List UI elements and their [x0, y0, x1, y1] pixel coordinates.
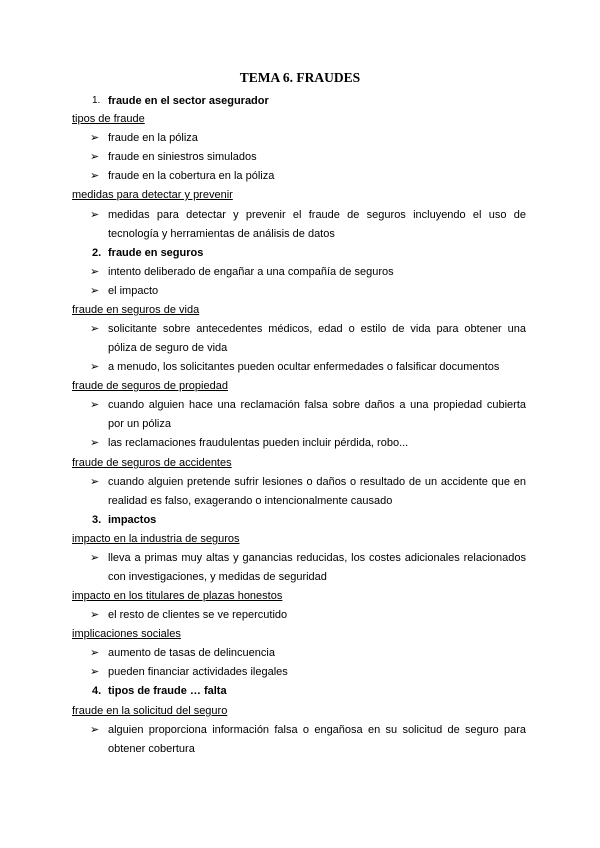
- arrow-bullet-icon: ➢: [90, 170, 100, 182]
- section-heading: impactos: [108, 514, 157, 526]
- subsection-heading: fraude en seguros de vida: [72, 304, 200, 316]
- arrow-bullet-icon: ➢: [90, 437, 100, 449]
- arrow-bullet-icon: ➢: [90, 209, 100, 221]
- bullet-text: fraude en la cobertura en la póliza: [108, 170, 275, 182]
- arrow-bullet-icon: ➢: [90, 323, 100, 335]
- bullet-text-continuation: tecnología y herramientas de análisis de datos: [108, 228, 335, 240]
- bullet-text: alguien proporciona información falsa o engañosa en su solicitud de seguro para: [108, 724, 526, 736]
- bullet-text: el impacto: [108, 285, 159, 297]
- bullet-text: pueden financiar actividades ilegales: [108, 666, 288, 678]
- subsection-heading: tipos de fraude: [72, 113, 145, 125]
- arrow-bullet-icon: ➢: [90, 399, 100, 411]
- section-heading: fraude en seguros: [108, 247, 204, 259]
- bullet-text-continuation: por un póliza: [108, 418, 171, 430]
- section-number: 1.: [92, 95, 101, 106]
- bullet-text: intento deliberado de engañar a una compañía de seguros: [108, 266, 394, 278]
- bullet-text: el resto de clientes se ve repercutido: [108, 609, 288, 621]
- subsection-heading: implicaciones sociales: [72, 628, 181, 640]
- bullet-text-continuation: con investigaciones, y medidas de seguridad: [108, 571, 327, 583]
- bullet-text: medidas para detectar y prevenir el fraude de seguros incluyendo el uso de: [108, 209, 526, 221]
- bullet-text: fraude en la póliza: [108, 132, 198, 144]
- arrow-bullet-icon: ➢: [90, 647, 100, 659]
- section-number: 4.: [92, 685, 102, 697]
- subsection-heading: impacto en los titulares de plazas honestos: [72, 590, 283, 602]
- subsection-heading: fraude de seguros de propiedad: [72, 380, 228, 392]
- subsection-heading: fraude de seguros de accidentes: [72, 457, 232, 469]
- arrow-bullet-icon: ➢: [90, 552, 100, 564]
- subsection-heading: fraude en la solicitud del seguro: [72, 705, 228, 717]
- arrow-bullet-icon: ➢: [90, 666, 100, 678]
- arrow-bullet-icon: ➢: [90, 132, 100, 144]
- bullet-text: solicitante sobre antecedentes médicos, edad o estilo de vida para obtener una: [108, 323, 526, 335]
- page-title: TEMA 6. FRAUDES: [239, 70, 361, 85]
- arrow-bullet-icon: ➢: [90, 285, 100, 297]
- arrow-bullet-icon: ➢: [90, 609, 100, 621]
- bullet-text-continuation: realidad es falso, exagerando o intencionalmente causado: [108, 495, 393, 507]
- arrow-bullet-icon: ➢: [90, 151, 100, 163]
- subsection-heading: impacto en la industria de seguros: [72, 533, 240, 545]
- bullet-text: las reclamaciones fraudulentas pueden incluir pérdida, robo...: [108, 437, 409, 449]
- arrow-bullet-icon: ➢: [90, 266, 100, 278]
- subsection-heading: medidas para detectar y prevenir: [72, 189, 233, 201]
- bullet-text-continuation: obtener cobertura: [108, 743, 195, 755]
- bullet-text: lleva a primas muy altas y ganancias reducidas, los costes adicionales relacionados: [108, 552, 526, 564]
- bullet-text-continuation: póliza de seguro de vida: [108, 342, 228, 354]
- section-number: 2.: [92, 247, 102, 259]
- bullet-text: cuando alguien hace una reclamación falsa sobre daños a una propiedad cubierta: [108, 399, 526, 411]
- bullet-text: aumento de tasas de delincuencia: [108, 647, 275, 659]
- arrow-bullet-icon: ➢: [90, 361, 100, 373]
- arrow-bullet-icon: ➢: [90, 724, 100, 736]
- section-number: 3.: [92, 514, 102, 526]
- section-heading: tipos de fraude … falta: [108, 685, 227, 697]
- bullet-text: fraude en siniestros simulados: [108, 151, 257, 163]
- arrow-bullet-icon: ➢: [90, 476, 100, 488]
- bullet-text: cuando alguien pretende sufrir lesiones o daños o resultado de un accidente que en: [108, 476, 526, 488]
- section-heading: fraude en el sector asegurador: [108, 95, 269, 107]
- bullet-text: a menudo, los solicitantes pueden ocultar enfermedades o falsificar documentos: [108, 361, 500, 373]
